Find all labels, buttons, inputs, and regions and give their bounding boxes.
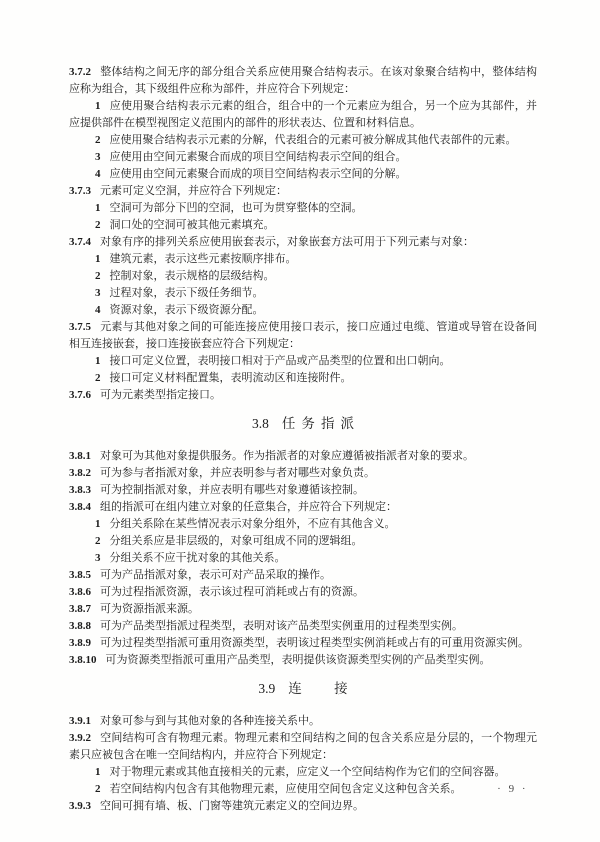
clause-3.8.7	[69, 601, 537, 618]
list-item-2	[69, 781, 537, 798]
item-text: 若空间结构内包含有其他物理元素，应使用空间包含定义这种包含关系。	[109, 783, 462, 795]
clause-text: 可为资源指派来源。	[100, 603, 199, 615]
item-number: 2	[95, 783, 101, 795]
clause-text: 可为控制指派对象，并应表明有哪些对象遵循该控制。	[100, 484, 364, 496]
list-item-1	[69, 516, 537, 533]
list-item-1	[69, 98, 537, 132]
section-heading-3.8	[69, 414, 537, 434]
list-item-3	[69, 550, 537, 567]
item-number: 1	[95, 355, 101, 367]
clause-text: 可为资源类型指派可重用产品类型，表明提供该资源类型实例的产品类型实例。	[105, 654, 491, 666]
clause-3.8.2	[69, 465, 537, 482]
section-number: 3.9	[258, 681, 276, 696]
list-item-3	[69, 149, 537, 166]
clause-number: 3.7.6	[69, 389, 91, 401]
item-text: 应使用聚合结构表示元素的分解，代表组合的元素可被分解成其他代表部件的元素。	[109, 134, 517, 146]
list-item-4	[69, 302, 537, 319]
clause-3.8.5	[69, 567, 537, 584]
item-text: 空洞可为部分下凹的空洞，也可为贯穿整体的空洞。	[109, 202, 363, 214]
section-number: 3.8	[251, 416, 269, 431]
clause-3.7.6	[69, 387, 537, 404]
item-number: 3	[95, 151, 101, 163]
clause-3.7.5	[69, 319, 537, 353]
item-text: 资源对象，表示下级资源分配。	[109, 304, 264, 316]
clause-3.8.9	[69, 635, 537, 652]
section-title: 连接	[288, 681, 381, 696]
section-title: 任务指派	[281, 416, 361, 431]
clause-3.8.6	[69, 584, 537, 601]
item-number: 1	[95, 202, 101, 214]
list-item-2	[69, 217, 537, 234]
item-number: 3	[95, 287, 101, 299]
list-item-2	[69, 370, 537, 387]
item-number: 2	[95, 134, 101, 146]
clause-text: 对象可参与到与其他对象的各种连接关系中。	[100, 715, 320, 727]
clause-number: 3.9.2	[69, 732, 91, 744]
item-number: 4	[95, 168, 101, 180]
item-text: 接口可定义位置，表明接口相对于产品或产品类型的位置和出口朝向。	[109, 355, 451, 367]
clause-text: 可为元素类型指定接口。	[100, 389, 221, 401]
clause-text: 对象有序的排列关系应使用嵌套表示，对象嵌套方法可用于下列元素与对象：	[100, 236, 474, 248]
item-number: 1	[95, 518, 101, 530]
item-text: 应使用聚合结构表示元素的组合，组合中的一个元素应为组合，另一个应为其部件，并应提供部件在模型视图定义范围内的部件的形状表达、位置和材料信息。	[69, 100, 537, 129]
clause-3.9.2	[69, 730, 537, 764]
clause-3.8.4	[69, 499, 537, 516]
list-item-1	[69, 200, 537, 217]
clause-text: 可为过程类型指派可重用资源类型，表明该过程类型实例消耗或占有的可重用资源实例。	[100, 637, 529, 649]
page-number-text: · 9 ·	[497, 783, 528, 795]
item-text: 应使用由空间元素聚合而成的项目空间结构表示空间的分解。	[109, 168, 407, 180]
clause-text: 可为产品类型指派过程类型，表明对该产品类型实例重用的过程类型实例。	[100, 620, 463, 632]
item-number: 1	[95, 766, 101, 778]
clause-number: 3.7.5	[69, 321, 91, 333]
item-text: 洞口处的空洞可被其他元素填充。	[109, 219, 275, 231]
document-body	[69, 64, 537, 815]
clause-number: 3.7.4	[69, 236, 91, 248]
clause-3.7.2	[69, 64, 537, 98]
item-text: 建筑元素，表示这些元素按顺序排布。	[109, 253, 297, 265]
clause-3.8.8	[69, 618, 537, 635]
clause-3.7.4	[69, 234, 537, 251]
clause-number: 3.8.10	[69, 654, 97, 666]
page-number	[497, 783, 528, 795]
clause-number: 3.8.8	[69, 620, 91, 632]
list-item-2	[69, 533, 537, 550]
clause-3.9.1	[69, 713, 537, 730]
item-number: 2	[95, 270, 101, 282]
clause-3.9.3	[69, 798, 537, 815]
list-item-2	[69, 268, 537, 285]
clause-number: 3.7.2	[69, 66, 91, 78]
clause-number: 3.8.4	[69, 501, 91, 513]
item-number: 2	[95, 535, 101, 547]
item-text: 对于物理元素或其他直接相关的元素，应定义一个空间结构作为它们的空间容器。	[109, 766, 506, 778]
list-item-3	[69, 285, 537, 302]
clause-text: 可为产品指派对象，表示可对产品采取的操作。	[100, 569, 331, 581]
clause-number: 3.8.1	[69, 450, 91, 462]
clause-text: 空间可拥有墙、板、门窗等建筑元素定义的空间边界。	[100, 800, 364, 812]
clause-number: 3.8.2	[69, 467, 91, 479]
item-number: 1	[95, 100, 101, 112]
item-text: 接口可定义材料配置集，表明流动区和连接附件。	[109, 372, 352, 384]
list-item-1	[69, 353, 537, 370]
item-text: 分组关系不应干扰对象的其他关系。	[109, 552, 286, 564]
item-text: 分组关系除在某些情况表示对象分组外，不应有其他含义。	[109, 518, 396, 530]
item-number: 2	[95, 372, 101, 384]
clause-3.8.1	[69, 448, 537, 465]
clause-text: 整体结构之间无序的部分组合关系应使用聚合结构表示。在该对象聚合结构中，整体结构应称为组合，其下级组件应称为部件，并应符合下列规定：	[69, 66, 537, 95]
clause-number: 3.8.9	[69, 637, 91, 649]
clause-number: 3.8.3	[69, 484, 91, 496]
clause-number: 3.9.1	[69, 715, 91, 727]
clause-text: 组的指派可在组内建立对象的任意集合，并应符合下列规定：	[100, 501, 397, 513]
clause-number: 3.7.3	[69, 185, 91, 197]
clause-3.8.10	[69, 652, 537, 669]
clause-number: 3.8.6	[69, 586, 91, 598]
item-text: 过程对象，表示下级任务细节。	[109, 287, 264, 299]
clause-text: 元素与其他对象之间的可能连接应使用接口表示，接口应通过电缆、管道或导管在设备间相互连接嵌套，接口连接嵌套应符合下列规定：	[69, 321, 537, 350]
item-text: 应使用由空间元素聚合而成的项目空间结构表示空间的组合。	[109, 151, 407, 163]
clause-text: 对象可为其他对象提供服务。作为指派者的对象应遵循被指派者对象的要求。	[100, 450, 474, 462]
list-item-1	[69, 251, 537, 268]
item-number: 2	[95, 219, 101, 231]
clause-text: 可为参与者指派对象，并应表明参与者对哪些对象负责。	[100, 467, 375, 479]
item-number: 3	[95, 552, 101, 564]
clause-text: 可为过程指派资源，表示该过程可消耗或占有的资源。	[100, 586, 364, 598]
list-item-4	[69, 166, 537, 183]
item-text: 控制对象，表示规格的层级结构。	[109, 270, 275, 282]
clause-text: 元素可定义空洞，并应符合下列规定：	[100, 185, 287, 197]
item-text: 分组关系应是非层级的，对象可组成不同的逻辑组。	[109, 535, 363, 547]
clause-3.7.3	[69, 183, 537, 200]
clause-number: 3.8.5	[69, 569, 91, 581]
clause-text: 空间结构可含有物理元素。物理元素和空间结构之间的包含关系应是分层的，一个物理元素只应被包含在唯一空间结构内，并应符合下列规定：	[69, 732, 537, 761]
list-item-2	[69, 132, 537, 149]
clause-number: 3.9.3	[69, 800, 91, 812]
clause-3.8.3	[69, 482, 537, 499]
section-heading-3.9	[69, 679, 537, 699]
list-item-1	[69, 764, 537, 781]
item-number: 4	[95, 304, 101, 316]
clause-number: 3.8.7	[69, 603, 91, 615]
item-number: 1	[95, 253, 101, 265]
